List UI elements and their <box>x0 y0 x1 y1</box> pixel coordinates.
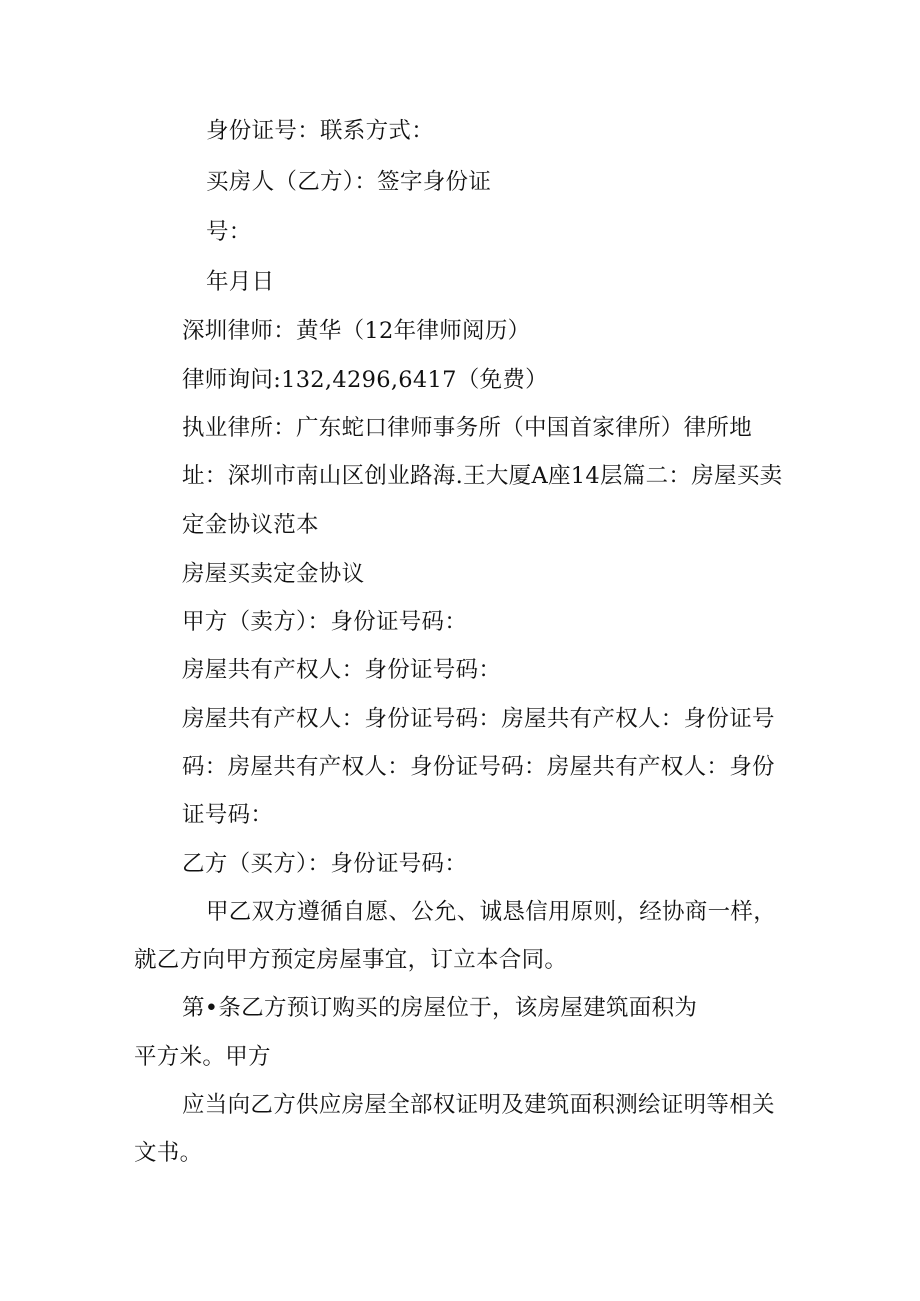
text-line-buyer-signature: 买房人（乙方）：签字身份证 <box>206 169 492 195</box>
text-line-address: 址：深圳市南山区创业路海.王大厦A座14层篇二：房屋买卖 <box>182 463 783 489</box>
text-line-article-1d: 文书。 <box>134 1140 203 1166</box>
text-line-party-a: 甲方（卖方）：身份证号码： <box>182 609 468 635</box>
document-title: 房屋买卖定金协议 <box>182 561 365 587</box>
text-line-lawyer: 深圳律师：黄华（12年律师阅历） <box>182 318 531 344</box>
text-line-article-1a: 第•条乙方预订购买的房屋位于，该房屋建筑面积为 <box>182 995 698 1021</box>
text-line-paragraph-1a: 甲乙双方遵循自愿、公允、诚恳信用原则，经协商一样， <box>206 899 777 925</box>
text-line-co-owner-2: 房屋共有产权人：身份证号码：房屋共有产权人：身份证号 <box>182 706 775 732</box>
text-line-template-title: 定金协议范本 <box>182 512 319 538</box>
text-line-co-owner-1: 房屋共有产权人：身份证号码： <box>182 657 502 683</box>
text-line-date: 年月日 <box>206 269 275 295</box>
text-line-id-contact: 身份证号：联系方式： <box>206 118 435 144</box>
text-line-article-1b: 平方米。甲方 <box>134 1044 271 1070</box>
text-line-law-firm: 执业律所：广东蛇口律师事务所（中国首家律所）律所地 <box>182 415 753 441</box>
text-line-party-b: 乙方（买方）：身份证号码： <box>182 851 468 877</box>
text-line-co-owner-4: 证号码： <box>182 802 274 828</box>
text-line-article-1c: 应当向乙方供应房屋全部权证明及建筑面积测绘证明等相关 <box>182 1092 775 1118</box>
text-line-co-owner-3: 码：房屋共有产权人：身份证号码：房屋共有产权人：身份 <box>182 754 775 780</box>
text-line-paragraph-1b: 就乙方向甲方预定房屋事宜，订立本合同。 <box>134 947 568 973</box>
text-line-lawyer-phone: 律师询问:132,4296,6417（免费） <box>182 367 548 393</box>
text-line-id-number: 号： <box>206 219 252 245</box>
